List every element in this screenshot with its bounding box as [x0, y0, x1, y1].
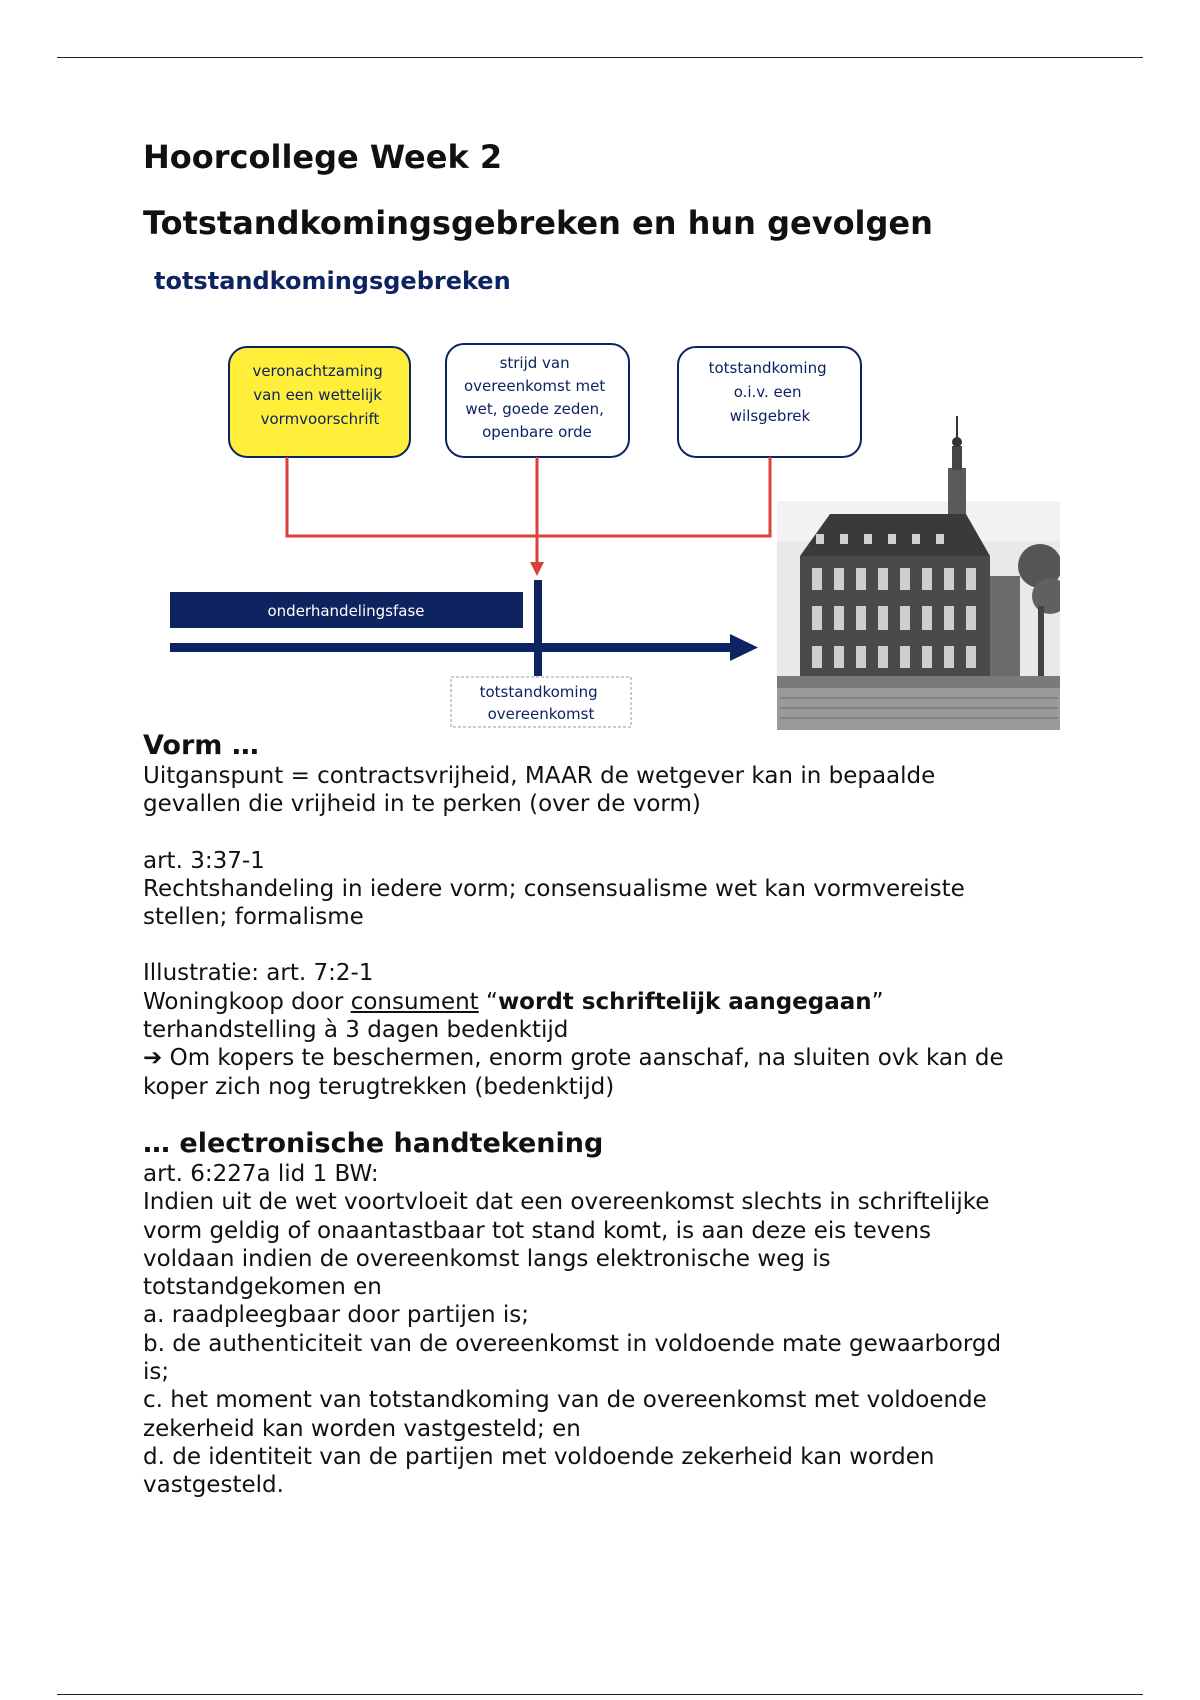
red-arrowhead [530, 562, 544, 576]
vorm-line: stellen; formalisme [143, 904, 364, 931]
vorm-line: Uitganspunt = contractsvrijheid, MAAR de wetgever kan in bepaalde [143, 763, 936, 789]
illustration-ref: Illustratie: art. 7:2-1 [143, 960, 374, 987]
box-strijd-wet-text: strijd van overeenkomst met wet, goede zeden, openbare orde [464, 354, 606, 441]
timeline-line [170, 643, 738, 652]
woningkoop-line: Woningkoop door consument “wordt schriftelijk aangegaan” [143, 988, 884, 1015]
article-ref: art. 3:37-1 [143, 847, 265, 874]
diagram-heading: totstandkomingsgebreken [154, 267, 511, 295]
elec-line: totstandgekomen en [143, 1274, 382, 1301]
section-vorm [143, 730, 1073, 1101]
phase-label: onderhandelingsfase [267, 602, 425, 620]
list-item: a. raadpleegbaar door partijen is; [143, 1302, 530, 1329]
list-item: d. de identiteit van de partijen met voldoende zekerheid kan worden [143, 1443, 935, 1470]
box-wilsgebrek-text: totstandkoming o.i.v. een wilsgebrek [708, 359, 827, 425]
page-subtitle: Totstandkomingsgebreken en hun gevolgen [143, 204, 933, 242]
section-vorm-heading: Vorm … [143, 730, 259, 761]
list-item: vastgesteld. [143, 1472, 284, 1499]
list-item: c. het moment van totstandkoming van de overeenkomst met voldoende [143, 1387, 987, 1414]
article-ref: art. 6:227a lid 1 BW: [143, 1161, 379, 1187]
list-item: is; [143, 1359, 170, 1386]
elec-line: vorm geldig of onaantastbaar tot stand komt, is aan deze eis tevens [143, 1217, 932, 1244]
vorm-line: Rechtshandeling in iedere vorm; consensualisme wet kan vormvereiste [143, 875, 965, 902]
box-vormvoorschrift-text: veronachtzaming van een wettelijk vormvoorschrift [252, 362, 383, 428]
timeline-marker [534, 580, 542, 676]
vorm-line: terhandstelling à 3 dagen bedenktijd [143, 1017, 569, 1044]
section-electronisch [143, 1128, 1073, 1500]
consument-underline: consument [350, 988, 479, 1015]
connector-lines [286, 457, 772, 564]
page-title: Hoorcollege Week 2 [143, 138, 503, 176]
arrow-line: ➔ Om kopers te beschermen, enorm grote aanschaf, na sluiten ovk kan de [143, 1045, 1004, 1072]
timeline-arrowhead [730, 634, 758, 661]
top-rule [57, 57, 1143, 58]
elec-line: voldaan indien de overeenkomst langs elektronische weg is [143, 1245, 831, 1272]
elec-line: Indien uit de wet voortvloeit dat een overeenkomst slechts in schriftelijke [143, 1189, 990, 1216]
list-item: zekerheid kan worden vastgesteld; en [143, 1415, 581, 1442]
conclusion-text: totstandkoming overeenkomst [479, 683, 598, 723]
building-illustration [777, 416, 1060, 730]
bottom-rule [57, 1694, 1143, 1695]
list-item: b. de authenticiteit van de overeenkomst in voldoende mate gewaarborgd [143, 1330, 1002, 1357]
vorm-line: gevallen die vrijheid in te perken (over de vorm) [143, 791, 701, 818]
vorm-line: koper zich nog terugtrekken (bedenktijd) [143, 1073, 615, 1100]
diagram-svg [140, 246, 1060, 730]
section-electronisch-heading: … electronische handtekening [143, 1128, 604, 1159]
bold-phrase: wordt schriftelijk aangegaan [497, 988, 872, 1015]
diagram-figure [140, 246, 1060, 730]
right-arrow-icon: ➔ [143, 1045, 163, 1072]
